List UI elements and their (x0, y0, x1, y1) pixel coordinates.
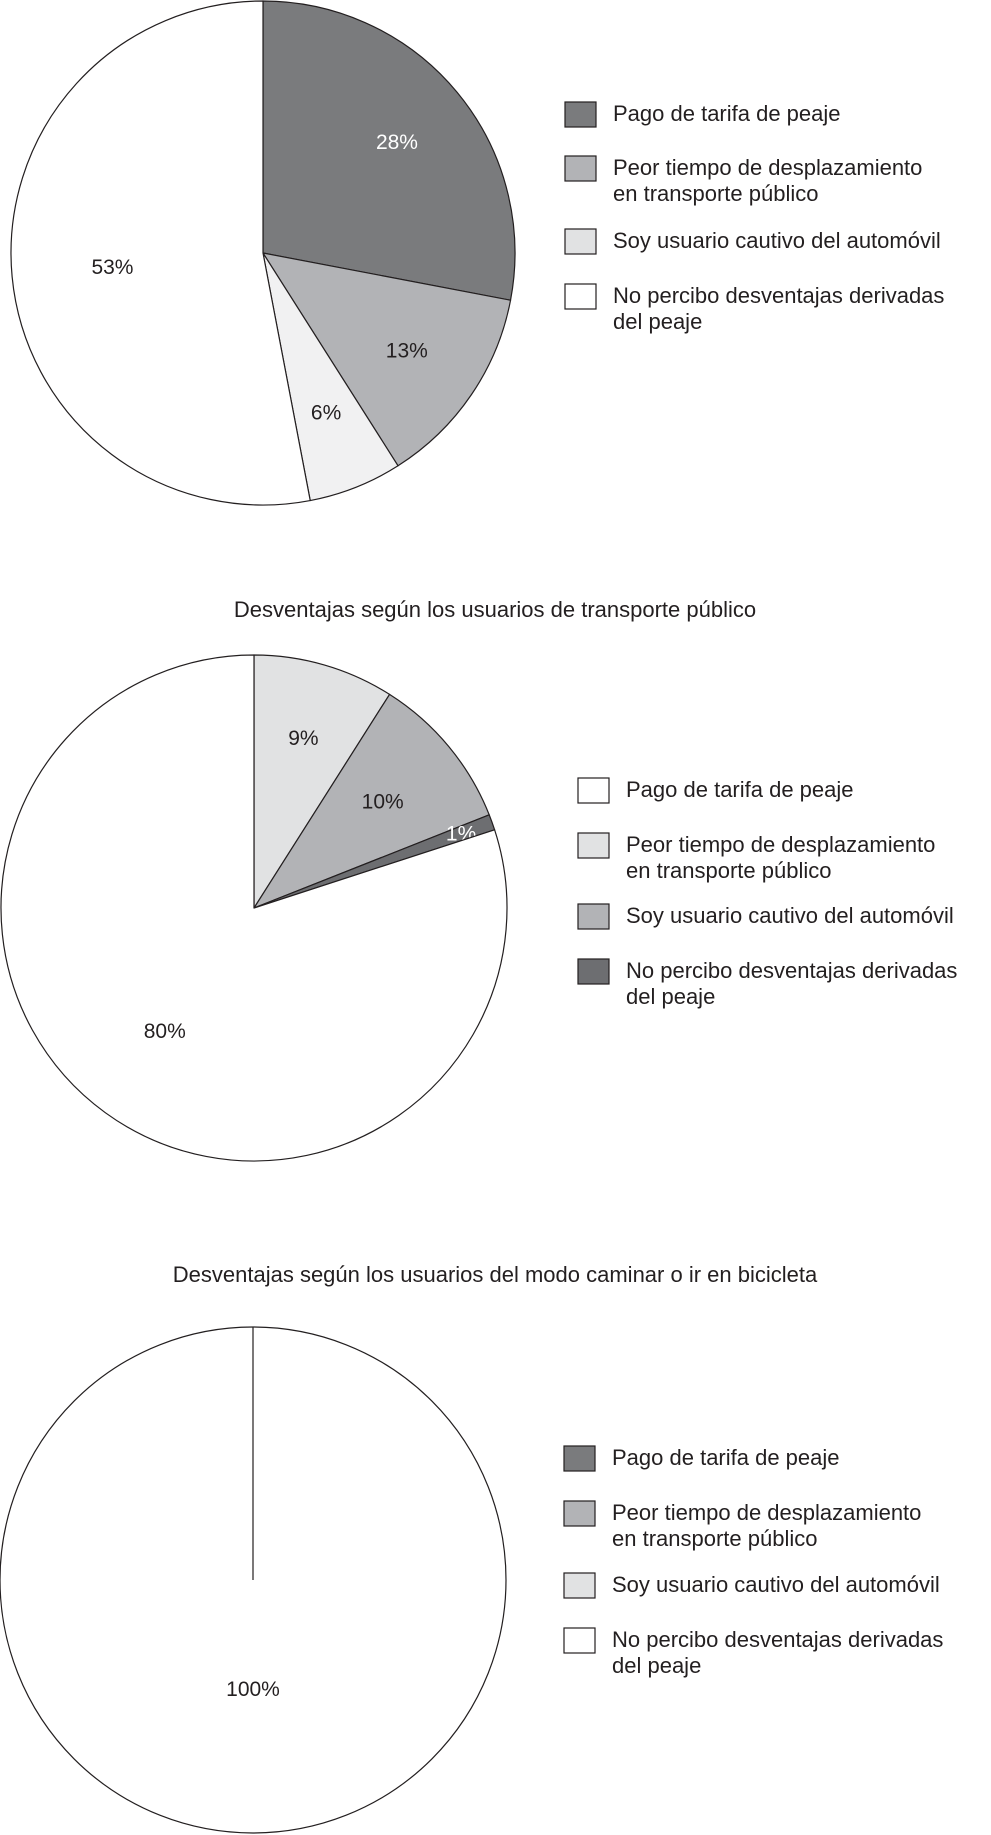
legend-label: No percibo desventajas derivadas (612, 1627, 944, 1652)
pie-chart-3 (0, 1262, 943, 1833)
legend-label: Soy usuario cautivo del automóvil (612, 1572, 940, 1597)
legend-label: en transporte público (626, 858, 832, 883)
legend-swatch (565, 102, 596, 127)
legend-label: Pago de tarifa de peaje (626, 777, 854, 802)
legend-label: Peor tiempo de desplazamiento (612, 1500, 922, 1525)
legend-swatch (578, 778, 609, 803)
pie-chart-1 (11, 1, 944, 505)
legend-swatch (578, 833, 609, 858)
legend-swatch (564, 1573, 595, 1598)
legend (578, 777, 957, 1009)
legend-label: No percibo desventajas derivadas (626, 958, 958, 983)
slice-label: 13% (385, 339, 428, 363)
slice-label: 10% (361, 790, 404, 814)
legend-swatch (564, 1628, 595, 1653)
chart-title: Desventajas según los usuarios del modo caminar o ir en bicicleta (172, 1262, 818, 1287)
legend-swatch (565, 156, 596, 181)
legend (564, 1445, 943, 1678)
legend-label: No percibo desventajas derivadas (613, 283, 945, 308)
legend-swatch (578, 904, 609, 929)
legend-swatch (565, 284, 596, 309)
slice-label: 28% (375, 131, 418, 155)
slice-label: 53% (91, 256, 134, 280)
legend-label: del peaje (626, 984, 716, 1009)
legend-label: del peaje (612, 1653, 702, 1678)
legend-swatch (564, 1446, 595, 1471)
legend-label: del peaje (613, 309, 703, 334)
legend-label: en transporte público (613, 181, 819, 206)
pie-chart-2 (1, 597, 957, 1161)
slice-label: 1% (445, 822, 477, 846)
slice-label: 100% (226, 1677, 280, 1701)
legend-swatch (578, 959, 609, 984)
legend-label: Soy usuario cautivo del automóvil (613, 228, 941, 253)
legend-label: en transporte público (612, 1526, 818, 1551)
slice-label: 80% (143, 1019, 186, 1043)
slice-label: 6% (310, 401, 342, 425)
slice-label: 9% (288, 726, 319, 750)
legend-label: Pago de tarifa de peaje (612, 1445, 840, 1470)
legend-label: Pago de tarifa de peaje (613, 101, 841, 126)
legend-label: Peor tiempo de desplazamiento (613, 155, 923, 180)
chart-title: Desventajas según los usuarios de transporte público (233, 597, 757, 622)
legend-swatch (564, 1501, 595, 1526)
legend-label: Peor tiempo de desplazamiento (626, 832, 936, 857)
legend-label: Soy usuario cautivo del automóvil (626, 903, 954, 928)
legend-swatch (565, 229, 596, 254)
legend (565, 101, 944, 334)
